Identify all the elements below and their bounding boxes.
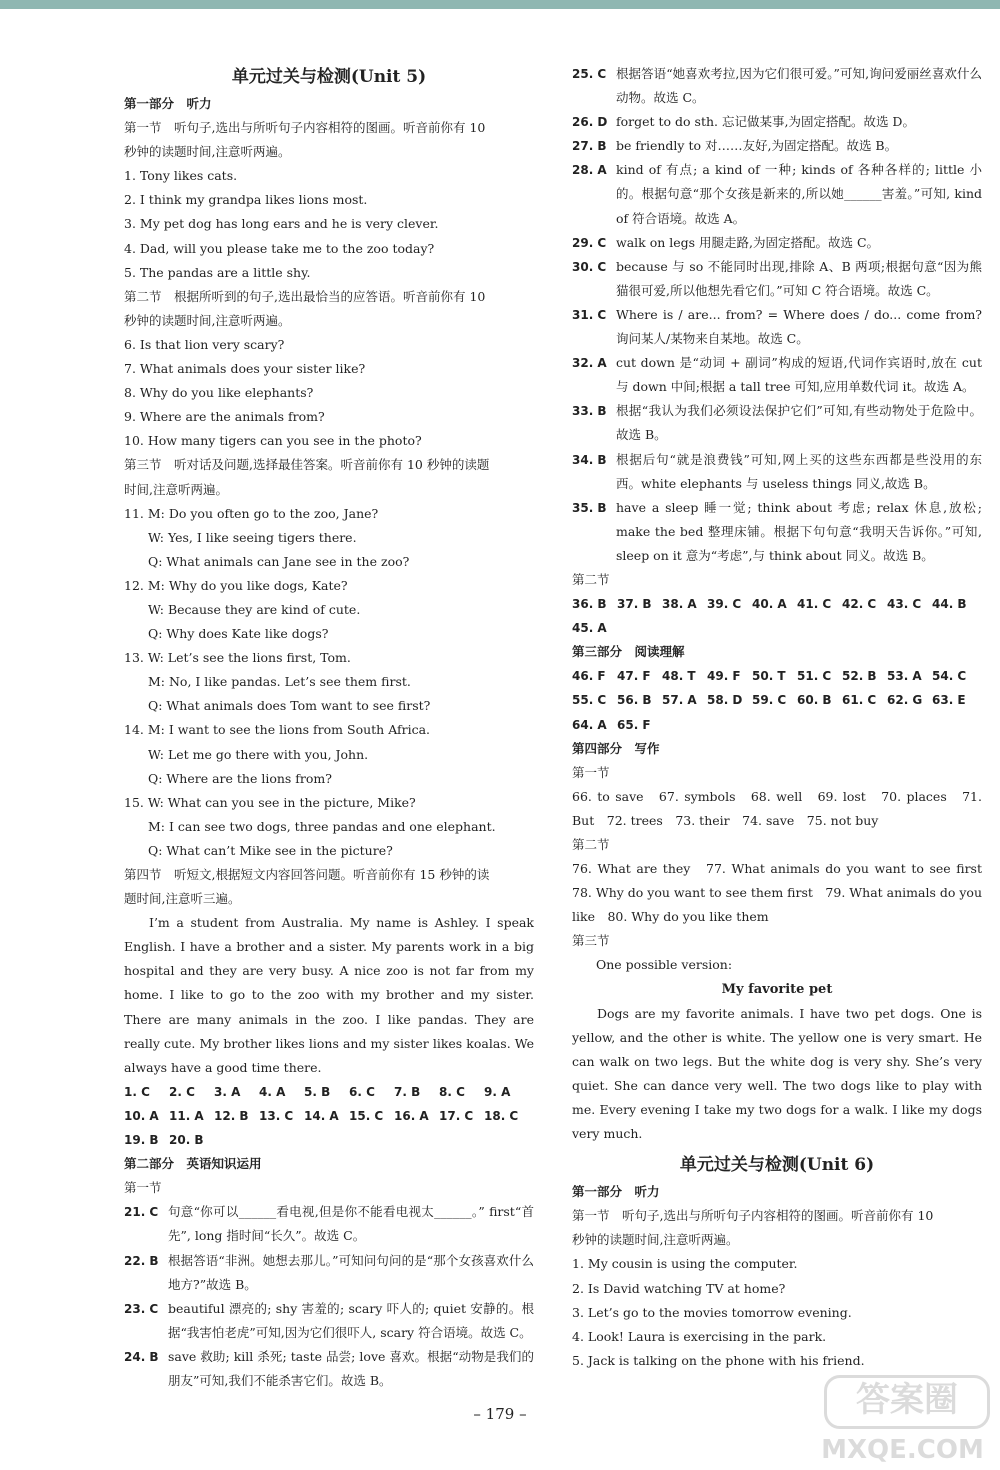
- explanation-item: [572, 448, 982, 496]
- answer-grid-46-65: [572, 664, 982, 736]
- unit6-title: 单元过关与检测(Unit 6): [679, 1155, 875, 1176]
- right-column: [572, 62, 995, 1373]
- list-item: 2. I think my grandpa likes lions most.: [124, 192, 368, 208]
- explanation-item: [572, 134, 982, 158]
- answer-key: 38. A: [662, 597, 697, 612]
- explanation-number: 28. A: [572, 163, 607, 178]
- answer-key: 41. C: [797, 597, 832, 612]
- answer-key: 19. B: [124, 1133, 159, 1148]
- sec1-intro: 秒钟的读题时间,注意听两遍。: [124, 144, 291, 160]
- watermark-logo: [815, 1375, 990, 1465]
- unit5-title: 单元过关与检测(Unit 5): [231, 67, 427, 87]
- dialog-line: W: Yes, I like seeing tigers there.: [148, 529, 357, 545]
- explanation-number: 33. B: [572, 404, 607, 419]
- answer-key: 7. B: [394, 1084, 421, 1099]
- dialog-line: M: I can see two dogs, three pandas and one elephant.: [148, 818, 496, 834]
- list-item: 8. Why do you like elephants?: [124, 385, 314, 401]
- explanation-number: 29. C: [572, 235, 607, 250]
- answer-key: 6. C: [349, 1084, 375, 1099]
- explanation-number: 27. B: [572, 139, 607, 154]
- explanation-text: forget to do sth. 忘记做某事,为固定搭配。故选 D。: [616, 114, 915, 130]
- list-item: 4. Dad, will you please take me to the zoo today?: [124, 240, 435, 256]
- answer-key: 13. C: [259, 1108, 294, 1123]
- explanation-item: [572, 62, 982, 110]
- part4-sec1-heading: 第一节: [572, 764, 610, 780]
- answer-key: 48. T: [662, 669, 696, 684]
- answer-key: 18. C: [484, 1108, 519, 1123]
- part4-sec3-heading: 第三节: [572, 933, 610, 949]
- explanation-text: walk on legs 用腿走路,为固定搭配。故选 C。: [616, 234, 880, 250]
- sec1-intro: 第一节 听句子,选出与所听句子内容相符的图画。听音前你有 10: [124, 120, 486, 136]
- list-item: 3. Let’s go to the movies tomorrow evening.: [572, 1304, 852, 1320]
- part1-heading: 第一部分 听力: [124, 96, 212, 111]
- answer-key: 3. A: [214, 1084, 241, 1099]
- left-column: [124, 62, 534, 1393]
- answer-key: 45. A: [572, 621, 607, 636]
- answer-key: 52. B: [842, 669, 877, 684]
- answer-key: 49. F: [707, 669, 741, 684]
- explanation-text: cut down 是“动词 + 副词”构成的短语,代词作宾语时,放在 cut 与 down 中间;根据 a tall tree 可知,应用单数代词 it。故选 A。: [616, 355, 982, 395]
- list-item: 5. The pandas are a little shy.: [124, 264, 311, 280]
- explanation-text: beautiful 漂亮的; shy 害羞的; scary 吓人的; quiet 安静的。根据“我害怕老虎”可知,因为它们很吓人, scary 符合语境。故选 C。: [168, 1300, 534, 1340]
- answer-key: 55. C: [572, 693, 607, 708]
- answer-key: 64. A: [572, 717, 607, 732]
- answer-key: 40. A: [752, 597, 787, 612]
- answer-grid-1-20: [124, 1080, 534, 1152]
- essay-title: My favorite pet: [721, 981, 833, 997]
- part2-heading: 第二部分 英语知识运用: [124, 1156, 262, 1172]
- explanation-number: 22. B: [124, 1253, 159, 1268]
- explanation-item: [572, 231, 982, 255]
- dialog-line: M: No, I like pandas. Let’s see them first.: [148, 674, 411, 690]
- explanation-number: 31. C: [572, 307, 607, 322]
- explanation-number: 26. D: [572, 115, 608, 130]
- answer-key: 65. F: [617, 717, 651, 732]
- list-item: 3. My pet dog has long ears and he is very clever.: [124, 216, 439, 232]
- explanation-item: [572, 158, 982, 230]
- explanation-number: 30. C: [572, 259, 607, 274]
- part2-sec1-heading: 第一节: [124, 1180, 162, 1196]
- explanation-text: 根据“我认为我们必须设法保护它们”可知,有些动物处于危险中。故选 B。: [616, 403, 982, 443]
- answer-grid-36-45: [572, 592, 982, 640]
- explanation-text: 句意“你可以______看电视,但是你不能看电视太______。” first“首先”, long 指时间“长久”。故选 C。: [168, 1204, 534, 1244]
- answer-key: 63. E: [932, 693, 966, 708]
- answer-key: 8. C: [439, 1084, 465, 1099]
- answer-key: 62. G: [887, 693, 923, 708]
- answer-key: 17. C: [439, 1108, 474, 1123]
- unit6-sec1-intro: 第一节 听句子,选出与所听句子内容相符的图画。听音前你有 10: [572, 1208, 934, 1224]
- explanation-text: be friendly to 对……友好,为固定搭配。故选 B。: [616, 138, 898, 154]
- explanation-item: [572, 496, 982, 568]
- explanation-number: 23. C: [124, 1301, 159, 1316]
- explanation-item: [124, 1200, 534, 1248]
- sec3-intro: 第三节 听对话及问题,选择最佳答案。听音前你有 10 秒钟的读题: [124, 457, 490, 473]
- explanation-item: [572, 351, 982, 399]
- answer-key: 12. B: [214, 1108, 249, 1123]
- writing2-answers: 76. What are they 77. What animals do you want to see first 78. Why do you want to see them first 79. What animals do you like 80. Why do you like them: [572, 861, 995, 925]
- answer-key: 53. A: [887, 669, 922, 684]
- sec3-intro: 时间,注意听两遍。: [124, 481, 228, 497]
- answer-key: 37. B: [617, 597, 652, 612]
- explanation-text: 根据答语“她喜欢考拉,因为它们很可爱。”可知,询问爱丽丝喜欢什么动物。故选 C。: [616, 66, 982, 106]
- answer-key: 59. C: [752, 693, 787, 708]
- explanation-number: 24. B: [124, 1349, 159, 1364]
- answer-key: 10. A: [124, 1108, 159, 1123]
- answer-key: 9. A: [484, 1084, 511, 1099]
- list-item: 7. What animals does your sister like?: [124, 361, 366, 377]
- explanation-number: 21. C: [124, 1205, 159, 1220]
- list-item: 1. Tony likes cats.: [124, 168, 238, 184]
- possible-version-label: One possible version:: [596, 957, 733, 973]
- explanation-item: [124, 1345, 534, 1393]
- list-item: 4. Look! Laura is exercising in the park.: [572, 1328, 827, 1344]
- list-item: 10. How many tigers can you see in the photo?: [124, 433, 422, 449]
- answer-key: 56. B: [617, 693, 652, 708]
- answer-key: 54. C: [932, 669, 967, 684]
- dialog-line: 12. M: Why do you like dogs, Kate?: [124, 577, 348, 593]
- dialog-line: Q: What can’t Mike see in the picture?: [148, 842, 393, 858]
- explanation-text: save 救助; kill 杀死; taste 品尝; love 喜欢。根据“动物是我们的朋友”可知,我们不能杀害它们。故选 B。: [168, 1348, 534, 1388]
- listening-passage: I’m a student from Australia. My name is Ashley. I speak English. I have a brother and a sister. My parents work in a big hospital and they are very busy. A nice zoo is not far from my home. I like to go to the zoo with my brother and my sister. There are many animals in the zoo. I like pandas. They are really cute. My brother likes lions and my sister likes koalas. We always have a good time there.: [124, 915, 534, 1075]
- answer-key: 50. T: [752, 669, 786, 684]
- answer-key: 36. B: [572, 597, 607, 612]
- list-item: 9. Where are the animals from?: [124, 409, 325, 425]
- dialog-line: W: Let me go there with you, John.: [148, 746, 369, 762]
- dialog-line: 13. W: Let’s see the lions first, Tom.: [124, 650, 351, 666]
- dialog-line: 15. W: What can you see in the picture, Mike?: [124, 794, 416, 810]
- explanation-text: Where is / are... from? = Where does / do... come from? 询问某人/某物来自某地。故选 C。: [616, 306, 982, 347]
- answer-key: 11. A: [169, 1108, 204, 1123]
- dialog-line: W: Because they are kind of cute.: [148, 601, 361, 617]
- list-item: 5. Jack is talking on the phone with his friend.: [572, 1352, 865, 1368]
- answer-key: 14. A: [304, 1108, 339, 1123]
- answer-key: 39. C: [707, 597, 742, 612]
- answer-key: 47. F: [617, 669, 651, 684]
- explanation-number: 32. A: [572, 356, 607, 371]
- list-item: 6. Is that lion very scary?: [124, 336, 285, 352]
- explanation-text: kind of 有点; a kind of 一种; kinds of 各种各样的; little 小的。根据句意“那个女孩是新来的,所以她______害羞。”可知, kind of 符合语境。故选 A。: [616, 162, 982, 226]
- list-item: 2. Is David watching TV at home?: [572, 1280, 786, 1296]
- dialog-line: Q: What animals does Tom want to see first?: [148, 698, 431, 714]
- sec2-intro: 秒钟的读题时间,注意听两遍。: [124, 312, 291, 328]
- sec4-intro: 第四节 听短文,根据短文内容回答问题。听音前你有 15 秒钟的读: [124, 867, 490, 882]
- explanation-item: [572, 110, 982, 134]
- answer-key: 61. C: [842, 693, 877, 708]
- part3-heading: 第三部分 阅读理解: [572, 644, 685, 660]
- sec2-intro: 第二节 根据所听到的句子,选出最恰当的应答语。听音前你有 10: [124, 288, 486, 304]
- part2-sec2-heading: 第二节: [572, 571, 610, 587]
- explanation-text: because 与 so 不能同时出现,排除 A、B 两项;根据句意“因为熊猫很可爱,所以他想先看它们。”可知 C 符合语境。故选 C。: [616, 258, 982, 298]
- answer-key: 46. F: [572, 669, 606, 684]
- answer-key: 4. A: [259, 1084, 286, 1099]
- unit6-part1-heading: 第一部分 听力: [572, 1184, 660, 1200]
- dialog-line: Q: Why does Kate like dogs?: [148, 626, 329, 642]
- top-color-band: [0, 0, 1000, 9]
- answer-key: 58. D: [707, 693, 743, 708]
- answer-key: 51. C: [797, 669, 832, 684]
- dialog-line: Q: Where are the lions from?: [148, 770, 332, 786]
- watermark-url: MXQE.COM: [821, 1435, 984, 1465]
- dialog-line: 11. M: Do you often go to the zoo, Jane?: [124, 505, 379, 521]
- page-number: – 179 –: [473, 1405, 527, 1423]
- answer-key: 42. C: [842, 597, 877, 612]
- dialog-line: 14. M: I want to see the lions from South Africa.: [124, 722, 431, 738]
- explanation-number: 34. B: [572, 452, 607, 467]
- answer-key: 44. B: [932, 597, 967, 612]
- answer-key: 1. C: [124, 1084, 150, 1099]
- sec4-intro: 题时间,注意听三遍。: [124, 891, 241, 907]
- answer-key: 57. A: [662, 693, 697, 708]
- answer-key: 16. A: [394, 1108, 429, 1123]
- answer-key: 43. C: [887, 597, 922, 612]
- part4-heading: 第四部分 写作: [572, 740, 660, 756]
- explanation-item: [572, 303, 982, 351]
- explanation-text: have a sleep 睡一觉; think about 考虑; relax 休息,放松; make the bed 整理床铺。根据下句句意“我明天告诉你。”可知, sleep on it 意为“考虑”,与 think about 同义。故选 B。: [616, 499, 982, 563]
- explanation-text: 根据答语“非洲。她想去那儿。”可知问句问的是“那个女孩喜欢什么地方?”故选 B。: [168, 1252, 534, 1292]
- answer-key: 20. B: [169, 1133, 204, 1148]
- list-item: 1. My cousin is using the computer.: [572, 1256, 798, 1272]
- explanation-text: 根据后句“就是浪费钱”可知,网上买的这些东西都是些没用的东西。white elephants 与 useless things 同义,故选 B。: [616, 451, 982, 491]
- part4-sec2-heading: 第二节: [572, 837, 610, 852]
- answer-key: 15. C: [349, 1108, 384, 1123]
- watermark-text: 答案圈: [824, 1375, 990, 1429]
- answer-key: 60. B: [797, 693, 832, 708]
- explanation-item: [572, 399, 982, 447]
- explanation-item: [124, 1297, 534, 1345]
- essay-body: Dogs are my favorite animals. I have two pet dogs. One is yellow, and the other is white. The yellow one is very smart. He can walk on two legs. But the white dog is very shy. She’s very quiet. She can dance very well. The two dogs like to play with me. Every evening I take my two dogs for a walk. I like my dogs very much.: [572, 1005, 982, 1142]
- explanation-item: [572, 255, 982, 303]
- writing1-answers: 66. to save 67. symbols 68. well 69. lost 70. places 71. But 72. trees 73. their 74. save 75. not buy: [572, 788, 982, 828]
- dialog-line: Q: What animals can Jane see in the zoo?: [148, 553, 410, 569]
- explanation-item: [124, 1249, 534, 1297]
- unit6-sec1-intro: 秒钟的读题时间,注意听两遍。: [572, 1232, 739, 1248]
- answer-key: 5. B: [304, 1084, 331, 1099]
- explanation-number: 25. C: [572, 67, 607, 81]
- answer-key: 2. C: [169, 1084, 195, 1099]
- explanation-number: 35. B: [572, 500, 607, 515]
